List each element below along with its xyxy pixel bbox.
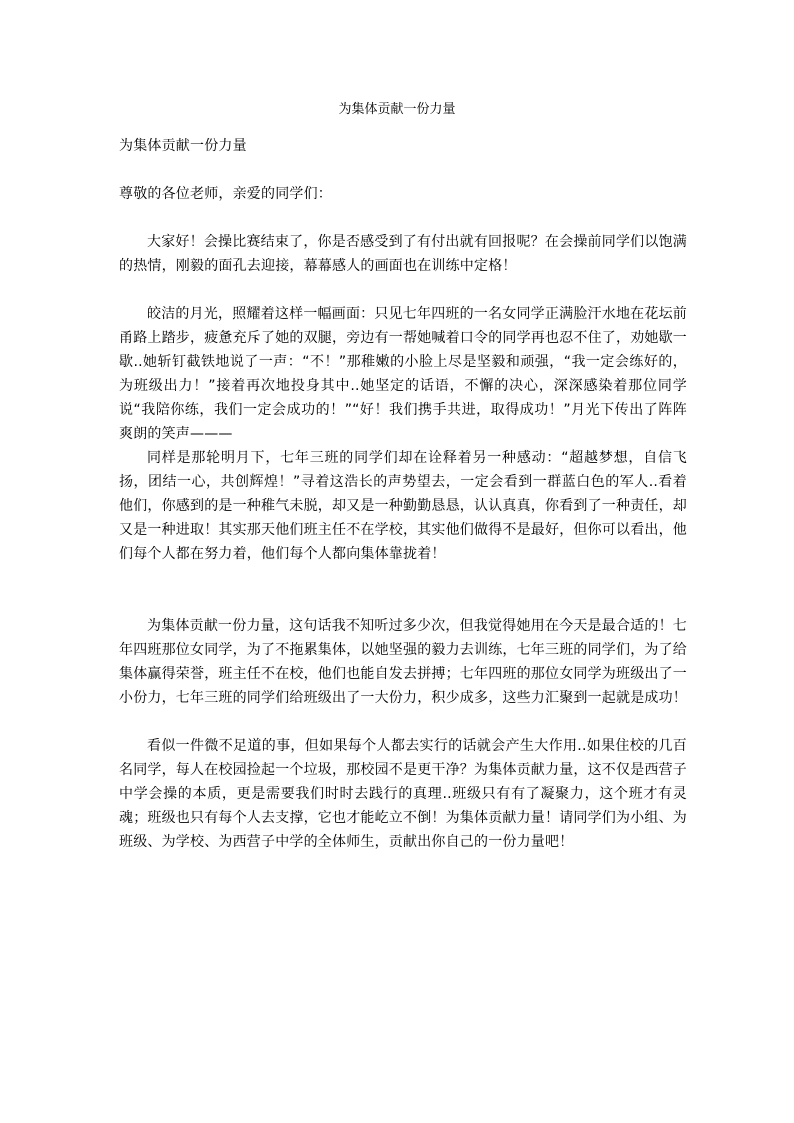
paragraph-4: 为集体贡献一份力量，这句话我不知听过多少次，但我觉得她用在今天是最合适的！七年四班那位女同学，为了不拖累集体，以她坚强的毅力去训练，七年三班的同学们，为了给集体赢得荣誉，班主任不在校，他们也能自发去拼搏；七年四班的那位女同学为班级出了一小份力，七年三班的同学们给班级出了一大份力，积少成多，这些力汇聚到一起就是成功！ — [119, 618, 687, 706]
salutation: 尊敬的各位老师，亲爱的同学们： — [119, 186, 332, 202]
paragraph-5: 看似一件微不足道的事，但如果每个人都去实行的话就会产生大作用..如果住校的几百名同学，每人在校园捡起一个垃圾，那校园不是更干净？为集体贡献力量，这不仅是西营子中学会操的本质，更是需要我们时时去践行的真理..班级只有有了凝聚力，这个班才有灵魂；班级也只有每个人去支撑，它也才能屹立不倒！为集体贡献力量！请同学们为小组、为班级、为学校、为西营子中学的全体师生，贡献出你自己的一份力量吧！ — [119, 738, 687, 850]
paragraph-1: 大家好！会操比赛结束了，你是否感受到了有付出就有回报呢？在会操前同学们以饱满的热情，刚毅的面孔去迎接，幕幕感人的画面也在训练中定格！ — [119, 234, 687, 274]
paragraph-3: 同样是那轮明月下，七年三班的同学们却在诠释着另一种感动：“超越梦想，自信飞扬，团结一心，共创辉煌！”寻着这浩长的声势望去，一定会看到一群蓝白色的军人..看着他们，你感到的是一种稚气未脱，却又是一种勤勤恳恳，认认真真，你看到了一种责任，却又是一种进取！其实那天他们班主任不在学校，其实他们做得不是最好，但你可以看出，他们每个人都在努力着，他们每个人都向集体靠拢着！ — [119, 450, 687, 562]
document-title: 为集体贡献一份力量 — [338, 102, 456, 117]
paragraph-2: 皎洁的月光，照耀着这样一幅画面：只见七年四班的一名女同学正满脸汗水地在花坛前甬路上踏步，疲惫充斥了她的双腿，旁边有一帮她喊着口令的同学再也忍不住了，劝她歇一歇..她斩钉截铁地说了一声：“不！”那稚嫩的小脸上尽是坚毅和顽强，“我一定会练好的，为班级出力！”接着再次地投身其中..她坚定的话语，不懈的决心，深深感染着那位同学说“我陪你练，我们一定会成功的！”“好！我们携手共进，取得成功！”月光下传出了阵阵爽朗的笑声——— — [119, 306, 687, 442]
document-subtitle: 为集体贡献一份力量 — [119, 138, 247, 154]
